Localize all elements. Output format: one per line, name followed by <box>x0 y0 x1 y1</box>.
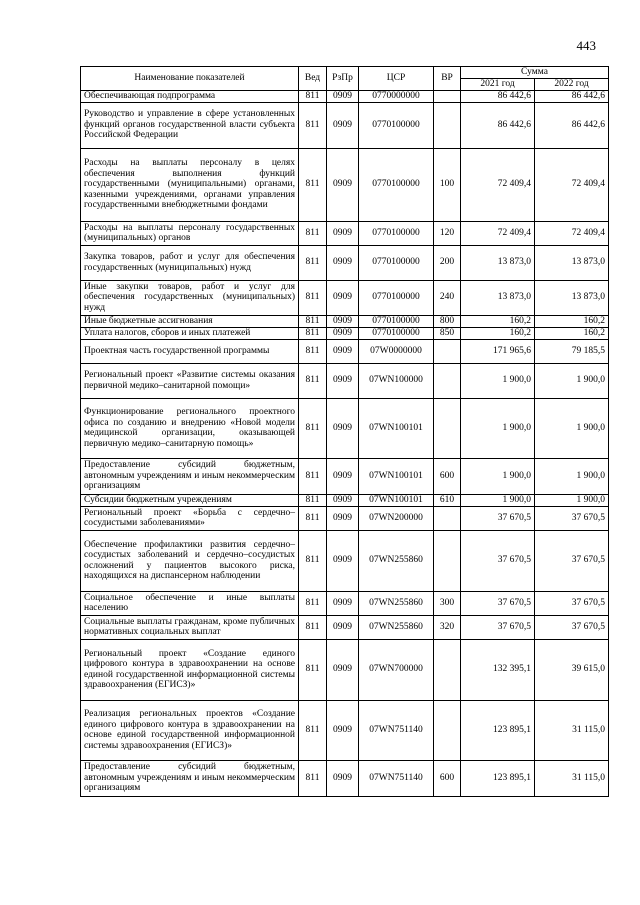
row-sum-2021: 13 873,0 <box>461 245 535 280</box>
row-csr: 07WN100000 <box>359 363 434 398</box>
row-sum-2022: 37 670,5 <box>535 530 609 591</box>
row-vr <box>434 639 461 700</box>
row-ved: 811 <box>299 506 327 530</box>
row-sum-2022: 37 670,5 <box>535 591 609 615</box>
row-csr: 0770100000 <box>359 221 434 245</box>
row-rzpr: 0909 <box>327 398 359 458</box>
row-name: Уплата налогов, сборов и иных платежей <box>81 327 299 339</box>
row-sum-2021: 123 895,1 <box>461 760 535 796</box>
row-ved: 811 <box>299 615 327 639</box>
row-name: Иные бюджетные ассигнования <box>81 315 299 327</box>
row-sum-2022: 13 873,0 <box>535 280 609 315</box>
row-ved: 811 <box>299 591 327 615</box>
header-ved: Вед <box>299 67 327 91</box>
row-vr <box>434 91 461 103</box>
row-sum-2021: 37 670,5 <box>461 506 535 530</box>
table-row <box>81 363 609 398</box>
row-csr: 0770100000 <box>359 280 434 315</box>
row-vr: 320 <box>434 615 461 639</box>
row-vr <box>434 530 461 591</box>
row-sum-2022: 86 442,6 <box>535 102 609 148</box>
row-sum-2022: 37 670,5 <box>535 615 609 639</box>
row-rzpr: 0909 <box>327 280 359 315</box>
row-name: Проектная часть государственной программы <box>81 339 299 363</box>
row-ved: 811 <box>299 363 327 398</box>
row-vr: 850 <box>434 327 461 339</box>
row-vr: 200 <box>434 245 461 280</box>
row-sum-2021: 86 442,6 <box>461 91 535 103</box>
row-rzpr: 0909 <box>327 327 359 339</box>
row-sum-2021: 132 395,1 <box>461 639 535 700</box>
row-vr <box>434 398 461 458</box>
row-rzpr: 0909 <box>327 639 359 700</box>
row-vr: 300 <box>434 591 461 615</box>
row-name: Расходы на выплаты персоналу в целях обеспечения выполнения функций государственными (муниципальными) органами, казенными учреждениями, органами управления государственными внебюджетными фондами <box>81 148 299 221</box>
row-ved: 811 <box>299 398 327 458</box>
row-csr: 0770000000 <box>359 91 434 103</box>
row-rzpr: 0909 <box>327 91 359 103</box>
row-sum-2021: 86 442,6 <box>461 102 535 148</box>
row-csr: 07WN700000 <box>359 639 434 700</box>
row-ved: 811 <box>299 148 327 221</box>
table-row <box>81 221 609 245</box>
row-ved: 811 <box>299 639 327 700</box>
row-vr <box>434 506 461 530</box>
row-sum-2021: 171 965,6 <box>461 339 535 363</box>
row-ved: 811 <box>299 91 327 103</box>
row-sum-2021: 1 900,0 <box>461 363 535 398</box>
row-sum-2021: 13 873,0 <box>461 280 535 315</box>
header-year-2021: 2021 год <box>461 79 535 91</box>
header-sum: Сумма <box>461 67 609 79</box>
row-name: Региональный проект «Создание единого цифрового контура в здравоохранении на основе единой государственной информационной системы здравоохранения (ЕГИСЗ)» <box>81 639 299 700</box>
budget-table <box>80 66 609 797</box>
row-rzpr: 0909 <box>327 363 359 398</box>
table-row <box>81 315 609 327</box>
row-ved: 811 <box>299 530 327 591</box>
table-row <box>81 639 609 700</box>
row-name: Иные закупки товаров, работ и услуг для обеспечения государственных (муниципальных) нужд <box>81 280 299 315</box>
row-sum-2022: 72 409,4 <box>535 148 609 221</box>
row-sum-2022: 1 900,0 <box>535 398 609 458</box>
row-csr: 07WN100101 <box>359 398 434 458</box>
row-vr: 600 <box>434 760 461 796</box>
row-rzpr: 0909 <box>327 760 359 796</box>
row-ved: 811 <box>299 700 327 760</box>
row-rzpr: 0909 <box>327 494 359 506</box>
row-csr: 07WN100101 <box>359 458 434 494</box>
row-csr: 0770100000 <box>359 102 434 148</box>
header-name: Наименование показателей <box>81 67 299 91</box>
row-name: Предоставление субсидий бюджетным, автономным учреждениям и иным некоммерческим организациям <box>81 458 299 494</box>
row-rzpr: 0909 <box>327 458 359 494</box>
row-sum-2022: 160,2 <box>535 315 609 327</box>
row-rzpr: 0909 <box>327 591 359 615</box>
table-row <box>81 245 609 280</box>
row-ved: 811 <box>299 245 327 280</box>
row-rzpr: 0909 <box>327 700 359 760</box>
row-sum-2022: 79 185,5 <box>535 339 609 363</box>
row-sum-2022: 31 115,0 <box>535 760 609 796</box>
table-row <box>81 339 609 363</box>
row-vr: 610 <box>434 494 461 506</box>
row-name: Функционирование регионального проектного офиса по созданию и внедрению «Новой модели медицинской организации, оказывающей первичную медико–санитарную помощь» <box>81 398 299 458</box>
table-row <box>81 91 609 103</box>
row-name: Предоставление субсидий бюджетным, автономным учреждениям и иным некоммерческим организациям <box>81 760 299 796</box>
table-row <box>81 530 609 591</box>
row-sum-2022: 1 900,0 <box>535 363 609 398</box>
page-number: 443 <box>576 38 596 53</box>
row-rzpr: 0909 <box>327 315 359 327</box>
row-sum-2021: 1 900,0 <box>461 494 535 506</box>
row-sum-2021: 37 670,5 <box>461 615 535 639</box>
row-name: Социальное обеспечение и иные выплаты населению <box>81 591 299 615</box>
row-vr: 120 <box>434 221 461 245</box>
row-csr: 07W0000000 <box>359 339 434 363</box>
row-sum-2021: 72 409,4 <box>461 221 535 245</box>
row-vr <box>434 102 461 148</box>
row-ved: 811 <box>299 102 327 148</box>
row-csr: 07WN100101 <box>359 494 434 506</box>
row-sum-2021: 72 409,4 <box>461 148 535 221</box>
row-csr: 07WN751140 <box>359 760 434 796</box>
row-name: Закупка товаров, работ и услуг для обеспечения государственных (муниципальных) нужд <box>81 245 299 280</box>
row-sum-2021: 37 670,5 <box>461 530 535 591</box>
row-sum-2021: 160,2 <box>461 327 535 339</box>
row-sum-2021: 1 900,0 <box>461 458 535 494</box>
row-ved: 811 <box>299 280 327 315</box>
row-vr: 240 <box>434 280 461 315</box>
table-header <box>81 67 609 91</box>
row-rzpr: 0909 <box>327 530 359 591</box>
table-row <box>81 280 609 315</box>
row-ved: 811 <box>299 221 327 245</box>
table-row <box>81 398 609 458</box>
row-rzpr: 0909 <box>327 506 359 530</box>
row-ved: 811 <box>299 494 327 506</box>
row-name: Расходы на выплаты персоналу государственных (муниципальных) органов <box>81 221 299 245</box>
row-vr: 800 <box>434 315 461 327</box>
row-name: Социальные выплаты гражданам, кроме публичных нормативных социальных выплат <box>81 615 299 639</box>
table-row <box>81 102 609 148</box>
row-rzpr: 0909 <box>327 245 359 280</box>
row-sum-2022: 86 442,6 <box>535 91 609 103</box>
row-csr: 07WN255860 <box>359 591 434 615</box>
row-rzpr: 0909 <box>327 615 359 639</box>
row-sum-2021: 37 670,5 <box>461 591 535 615</box>
row-vr <box>434 339 461 363</box>
row-name: Обеспечивающая подпрограмма <box>81 91 299 103</box>
row-sum-2022: 160,2 <box>535 327 609 339</box>
table-row <box>81 591 609 615</box>
row-rzpr: 0909 <box>327 221 359 245</box>
table-row <box>81 760 609 796</box>
row-name: Реализация региональных проектов «Создание единого цифрового контура в здравоохранении на основе единой государственной информационной системы здравоохранения (ЕГИСЗ)» <box>81 700 299 760</box>
header-rzpr: РзПр <box>327 67 359 91</box>
header-vr: ВР <box>434 67 461 91</box>
row-sum-2022: 72 409,4 <box>535 221 609 245</box>
table-row <box>81 327 609 339</box>
row-rzpr: 0909 <box>327 339 359 363</box>
table-row <box>81 458 609 494</box>
row-sum-2022: 13 873,0 <box>535 245 609 280</box>
row-vr: 600 <box>434 458 461 494</box>
table-body <box>81 91 609 797</box>
row-sum-2021: 160,2 <box>461 315 535 327</box>
row-csr: 07WN200000 <box>359 506 434 530</box>
row-name: Региональный проект «Развитие системы оказания первичной медико–санитарной помощи» <box>81 363 299 398</box>
row-ved: 811 <box>299 760 327 796</box>
row-name: Руководство и управление в сфере установленных функций органов государственной власти субъекта Российской Федерации <box>81 102 299 148</box>
row-csr: 0770100000 <box>359 245 434 280</box>
row-vr: 100 <box>434 148 461 221</box>
row-ved: 811 <box>299 458 327 494</box>
row-rzpr: 0909 <box>327 148 359 221</box>
row-csr: 07WN255860 <box>359 615 434 639</box>
table-row <box>81 700 609 760</box>
table-row <box>81 615 609 639</box>
row-rzpr: 0909 <box>327 102 359 148</box>
row-name: Обеспечение профилактики развития сердечно–сосудистых заболеваний и сердечно–сосудистых осложнений у пациентов высокого риска, находящихся на диспансерном наблюдении <box>81 530 299 591</box>
row-sum-2022: 31 115,0 <box>535 700 609 760</box>
row-csr: 07WN255860 <box>359 530 434 591</box>
row-ved: 811 <box>299 339 327 363</box>
row-sum-2022: 39 615,0 <box>535 639 609 700</box>
row-sum-2021: 1 900,0 <box>461 398 535 458</box>
row-ved: 811 <box>299 315 327 327</box>
row-csr: 0770100000 <box>359 327 434 339</box>
row-sum-2022: 1 900,0 <box>535 494 609 506</box>
row-sum-2021: 123 895,1 <box>461 700 535 760</box>
row-ved: 811 <box>299 327 327 339</box>
header-csr: ЦСР <box>359 67 434 91</box>
row-name: Субсидии бюджетным учреждениям <box>81 494 299 506</box>
table-row <box>81 506 609 530</box>
row-csr: 07WN751140 <box>359 700 434 760</box>
row-csr: 0770100000 <box>359 315 434 327</box>
table-row <box>81 494 609 506</box>
table-row <box>81 148 609 221</box>
row-sum-2022: 1 900,0 <box>535 458 609 494</box>
row-vr <box>434 700 461 760</box>
row-vr <box>434 363 461 398</box>
row-sum-2022: 37 670,5 <box>535 506 609 530</box>
row-csr: 0770100000 <box>359 148 434 221</box>
header-year-2022: 2022 год <box>535 79 609 91</box>
row-name: Региональный проект «Борьба с сердечно–сосудистыми заболеваниями» <box>81 506 299 530</box>
